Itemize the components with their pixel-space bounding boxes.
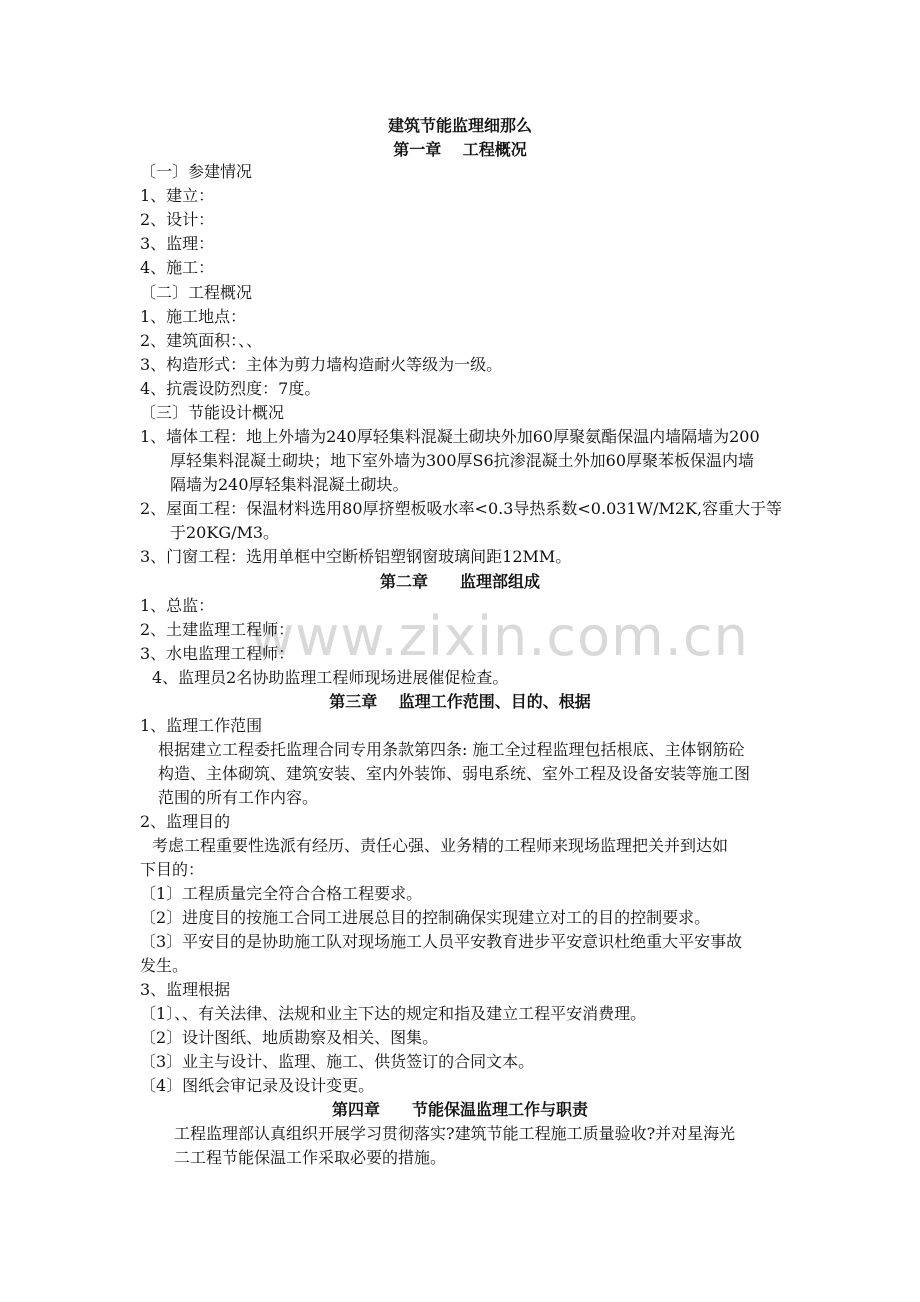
list-item: 〔2〕进度目的按施工合同工进展总目的控制确保实现建立对工的目的控制要求。 [140,908,711,927]
list-item: 1、建立： [140,186,215,205]
document-title: 建筑节能监理细那么 [387,116,532,135]
list-item: 〔2〕设计图纸、地质勘察及相关、图集。 [140,1028,439,1047]
list-item: 4、监理员2名协助监理工程师现场进展催促检查。 [152,668,509,687]
list-item: 〔1〕、、有关法律、法规和业主下达的规定和指及建立工程平安消费理。 [140,1004,647,1023]
list-item: 2、设计： [140,210,215,229]
section-3-heading: 〔三〕节能设计概况 [140,403,285,422]
list-item: 3、构造形式：主体为剪力墙构造耐火等级为一级。 [140,355,503,374]
section-2-heading: 〔二〕工程概况 [140,283,253,302]
list-item: 4、施工： [140,258,215,277]
list-item: 2、土建监理工程师： [140,620,295,639]
subsection-heading: 2、监理目的 [140,812,231,831]
paragraph-line: 2、屋面工程：保温材料选用80厚挤塑板吸水率<0.3导热系数<0.031W/M2K,容重大于等 [140,499,783,518]
paragraph-line: 隔墙为240厚轻集料混凝土砌块。 [170,475,409,494]
list-item: 发生。 [140,956,189,975]
chapter-1-heading: 第一章 工程概况 [393,140,527,159]
paragraph-line: 工程监理部认真组织开展学习贯彻落实?建筑节能工程施工质量验收?并对星海光 [174,1124,736,1143]
list-item: 3、水电监理工程师： [140,644,295,663]
list-item: 3、监理： [140,234,215,253]
subsection-heading: 1、监理工作范围 [140,716,263,735]
paragraph-line: 3、门窗工程：选用单框中空断桥铝塑钢窗玻璃间距12MM。 [140,547,572,566]
paragraph-line: 范围的所有工作内容。 [158,788,319,807]
section-1-heading: 〔一〕参建情况 [140,162,253,181]
watermark: www.zixin.com.cn [250,605,749,668]
paragraph-line: 考虑工程重要性选派有经历、责任心强、业务精的工程师来现场监理把关并到达如 [152,836,729,855]
chapter-4-heading: 第四章 节能保温监理工作与职责 [331,1100,588,1119]
subsection-heading: 3、监理根据 [140,980,231,999]
paragraph-line: 1、墙体工程：地上外墙为240厚轻集料混凝土砌块外加60厚聚氨酯保温内墙隔墙为200 [140,427,760,446]
list-item: 1、总监： [140,596,215,615]
paragraph-line: 厚轻集料混凝土砌块；地下室外墙为300厚S6抗渗混凝土外加60厚聚苯板保温内墙 [170,451,755,470]
paragraph-line: 根据建立工程委托监理合同专用条款第四条: 施工全过程监理包括根底、主体钢筋砼 [158,740,745,759]
chapter-2-heading: 第二章 监理部组成 [379,572,540,591]
list-item: 1、施工地点： [140,307,247,326]
list-item: 〔4〕图纸会审记录及设计变更。 [140,1076,375,1095]
paragraph-line: 构造、主体砌筑、建筑安装、室内外装饰、弱电系统、室外工程及设备安装等施工图 [158,764,751,783]
list-item: 〔3〕平安目的是协助施工队对现场施工人员平安教育进步平安意识杜绝重大平安事故 [140,932,743,951]
list-item: 4、抗震设防烈度：7度。 [140,379,321,398]
paragraph-line: 二工程节能保温工作采取必要的措施。 [174,1148,447,1167]
list-item: 2、建筑面积：、、 [140,331,263,350]
paragraph-line: 下目的： [140,860,205,879]
list-item: 〔1〕工程质量完全符合合格工程要求。 [140,884,423,903]
chapter-3-heading: 第三章 监理工作范围、目的、根据 [329,692,591,711]
list-item: 〔3〕业主与设计、监理、施工、供货签订的合同文本。 [140,1052,535,1071]
paragraph-line: 于20KG/M3。 [170,523,280,542]
